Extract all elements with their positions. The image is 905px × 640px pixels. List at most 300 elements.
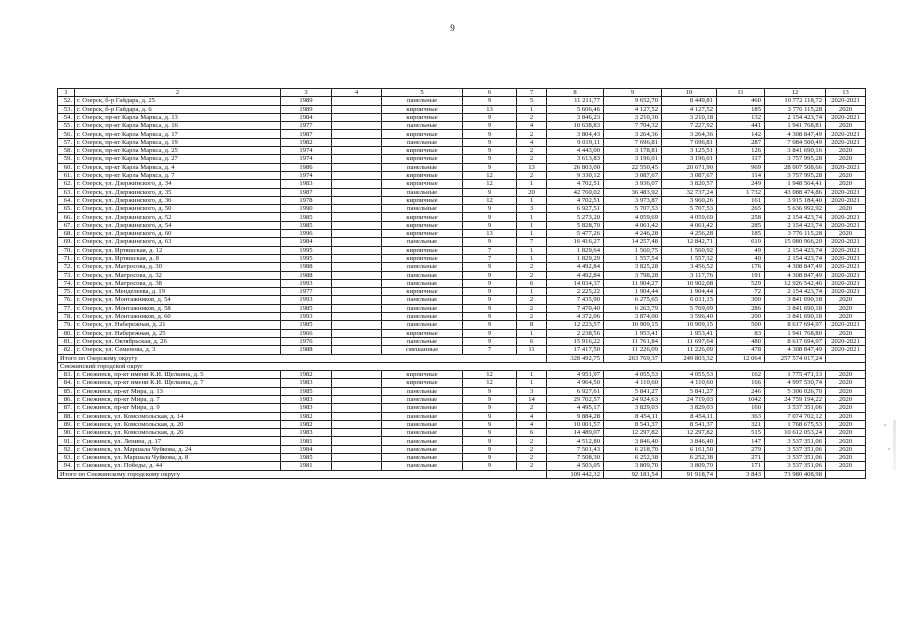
cell-col-4 — [332, 180, 382, 188]
cell-row-number: 1 — [58, 89, 75, 97]
cell-year-built: 1976 — [281, 337, 332, 345]
cell-residents: 162 — [717, 371, 765, 379]
cell-residents: 200 — [717, 313, 765, 321]
cell-cost: 8 617 694,97 — [765, 337, 826, 345]
cell-year-built: 1983 — [281, 404, 332, 412]
cell-living-area: 3 809,70 — [604, 462, 662, 470]
total-value: 73 980 408,98 — [765, 470, 826, 478]
cell-living-area: 3 846,40 — [604, 437, 662, 445]
table-row — [58, 379, 866, 387]
cell-total-area: 4 492,84 — [547, 271, 604, 279]
table-row — [58, 462, 866, 470]
cell-cost: 7 084 500,49 — [765, 138, 826, 146]
cell-cost: 1 941 768,80 — [765, 329, 826, 337]
cell-living-area: 3 264,36 — [604, 130, 662, 138]
cell-row-number: 71. — [58, 254, 75, 262]
cell-living-area: 6 275,65 — [604, 296, 662, 304]
cell-total-area: 8 — [547, 89, 604, 97]
cell-year-built: 1983 — [281, 429, 332, 437]
table-row — [58, 97, 866, 105]
cell-wall-material: кирпичные — [382, 230, 463, 238]
cell-living-area: 6 252,38 — [604, 454, 662, 462]
cell-entrances: 5 — [517, 97, 547, 105]
cell-row-number: 52. — [58, 97, 75, 105]
total-value: 12 064 — [717, 354, 765, 362]
cell-cost: 3 841 690,16 — [765, 147, 826, 155]
cell-residents: 160 — [717, 404, 765, 412]
cell-residents: 321 — [717, 420, 765, 428]
cell-floors: 9 — [463, 445, 517, 453]
cell-residents: 478 — [717, 346, 765, 354]
table-row — [58, 371, 866, 379]
scan-dot — [884, 424, 886, 426]
cell-residents: 279 — [717, 445, 765, 453]
cell-col-4 — [332, 429, 382, 437]
cell-row-number: 93. — [58, 454, 75, 462]
cell-cost: 3 915 184,40 — [765, 196, 826, 204]
cell-period: 2020 — [826, 445, 866, 453]
table-row — [58, 147, 866, 155]
cell-residential-area: 3 846,40 — [662, 437, 717, 445]
cell-year-built: 1984 — [281, 445, 332, 453]
cell-entrances: 1 — [517, 180, 547, 188]
cell-residents: 300 — [717, 296, 765, 304]
cell-living-area: 7 696,81 — [604, 138, 662, 146]
cell-residential-area: 7 696,81 — [662, 138, 717, 146]
cell-address: г. Снежинск, ул. Победы, д. 44 — [75, 462, 281, 470]
cell-period: 2020 — [826, 205, 866, 213]
cell-floors: 9 — [463, 271, 517, 279]
cell-col-4 — [332, 313, 382, 321]
cell-residential-area: 1 557,32 — [662, 254, 717, 262]
cell-living-area: 10 909,15 — [604, 321, 662, 329]
cell-period: 2020 — [826, 387, 866, 395]
cell-floors: 9 — [463, 412, 517, 420]
cell-entrances: 2 — [517, 130, 547, 138]
cell-year-built: 1982 — [281, 420, 332, 428]
cell-floors: 9 — [463, 337, 517, 345]
cell-living-area: 1 904,44 — [604, 288, 662, 296]
cell-entrances: 7 — [517, 89, 547, 97]
cell-total-area: 3 613,83 — [547, 155, 604, 163]
table-row — [58, 105, 866, 113]
cell-cost: 15 080 966,20 — [765, 238, 826, 246]
cell-period: 2020-2021 — [826, 263, 866, 271]
cell-col-4 — [332, 122, 382, 130]
cell-cost: 3 537 351,06 — [765, 404, 826, 412]
cell-period: 2020-2021 — [826, 288, 866, 296]
table-row — [58, 412, 866, 420]
cell-address: г. Снежинск, пр-кт Мира, д. 9 — [75, 404, 281, 412]
cell-residents: 126 — [717, 147, 765, 155]
cell-entrances: 7 — [517, 238, 547, 246]
cell-floors: 9 — [463, 213, 517, 221]
cell-col-4 — [332, 105, 382, 113]
cell-row-number: 84. — [58, 379, 75, 387]
cell-address: г. Озерск, пр-кт Карла Маркса, д. 19 — [75, 138, 281, 146]
cell-residents: 185 — [717, 105, 765, 113]
cell-floors: 9 — [463, 138, 517, 146]
cell-row-number: 56. — [58, 130, 75, 138]
table-row — [58, 180, 866, 188]
cell-year-built: 1995 — [281, 254, 332, 262]
cell-living-area: 1 953,41 — [604, 329, 662, 337]
cell-row-number: 92. — [58, 445, 75, 453]
cell-address: г. Озерск, ул. Дзержинского, д. 35 — [75, 188, 281, 196]
cell-entrances: 1 — [517, 288, 547, 296]
cell-wall-material: кирпичные — [382, 113, 463, 121]
cell-period: 2020-2021 — [826, 321, 866, 329]
total-empty — [826, 354, 866, 362]
cell-entrances: 2 — [517, 454, 547, 462]
cell-year-built: 1989 — [281, 105, 332, 113]
cell-residential-area: 20 671,90 — [662, 163, 717, 171]
cell-total-area: 12 223,57 — [547, 321, 604, 329]
cell-living-area: 6 263,79 — [604, 304, 662, 312]
cell-row-number: 85. — [58, 387, 75, 395]
cell-period: 2020-2021 — [826, 279, 866, 287]
table-row — [58, 238, 866, 246]
cell-residential-area: 10 902,08 — [662, 279, 717, 287]
cell-floors: 13 — [463, 230, 517, 238]
cell-total-area: 4 443,00 — [547, 147, 604, 155]
table-row — [58, 346, 866, 354]
cell-address: г. Озерск, пр-кт Карла Маркса, д. 16 — [75, 122, 281, 130]
cell-total-area: 9 884,28 — [547, 412, 604, 420]
cell-col-4 — [332, 230, 382, 238]
cell-cost: 3 841 690,18 — [765, 313, 826, 321]
cell-row-number: 63. — [58, 188, 75, 196]
cell-row-number: 65. — [58, 205, 75, 213]
cell-col-4 — [332, 395, 382, 403]
page-number: 9 — [450, 23, 455, 33]
cell-row-number: 90. — [58, 429, 75, 437]
cell-row-number: 66. — [58, 213, 75, 221]
table-row — [58, 304, 866, 312]
cell-col-4 — [332, 445, 382, 453]
cell-cost: 4 997 530,74 — [765, 379, 826, 387]
cell-row-number: 80. — [58, 329, 75, 337]
cell-col-4: 4 — [332, 89, 382, 97]
cell-row-number: 87. — [58, 404, 75, 412]
cell-entrances: 2 — [517, 462, 547, 470]
cell-floors: 9 — [463, 97, 517, 105]
scan-dot — [888, 448, 890, 450]
cell-year-built: 1988 — [281, 271, 332, 279]
cell-row-number: 69. — [58, 238, 75, 246]
cell-col-4 — [332, 97, 382, 105]
cell-col-4 — [332, 346, 382, 354]
cell-col-4 — [332, 387, 382, 395]
table-row — [58, 271, 866, 279]
cell-residential-area: 32 737,24 — [662, 188, 717, 196]
cell-entrances: 6 — [517, 279, 547, 287]
cell-residential-area: 4 127,52 — [662, 105, 717, 113]
cell-floors: 9 — [463, 205, 517, 213]
cell-residential-area: 8 454,11 — [662, 412, 717, 420]
cell-year-built: 1985 — [281, 387, 332, 395]
cell-col-4 — [332, 147, 382, 155]
cell-period: 2020 — [826, 296, 866, 304]
cell-cost: 24 759 194,22 — [765, 395, 826, 403]
cell-cost: 4 308 847,49 — [765, 346, 826, 354]
cell-entrances: 2 — [517, 155, 547, 163]
cell-total-area: 7 508,30 — [547, 454, 604, 462]
cell-address: г. Озерск, ул. Монтажников, д. 58 — [75, 304, 281, 312]
cell-row-number: 89. — [58, 420, 75, 428]
cell-col-4 — [332, 379, 382, 387]
cell-year-built: 1993 — [281, 296, 332, 304]
cell-total-area: 3 846,23 — [547, 113, 604, 121]
cell-col-4 — [332, 213, 382, 221]
cell-living-area: 4 110,60 — [604, 379, 662, 387]
cell-row-number: 68. — [58, 230, 75, 238]
cell-living-area: 12 297,82 — [604, 429, 662, 437]
cell-living-area: 9 652,70 — [604, 97, 662, 105]
cell-residential-area: 11 697,64 — [662, 337, 717, 345]
cell-wall-material: панельные — [382, 122, 463, 130]
cell-address: г. Снежинск, пр-кт имени К.И. Щелкина, д. 7 — [75, 379, 281, 387]
cell-address: 2 — [75, 89, 281, 97]
cell-residential-area: 3 125,51 — [662, 147, 717, 155]
cell-wall-material: кирпичные — [382, 180, 463, 188]
cell-row-number: 86. — [58, 395, 75, 403]
cell-total-area: 4 702,51 — [547, 180, 604, 188]
cell-col-4 — [332, 205, 382, 213]
cell-year-built: 1977 — [281, 122, 332, 130]
cell-row-number: 79. — [58, 321, 75, 329]
cell-period: 2020-2021 — [826, 254, 866, 262]
cell-wall-material: панельные — [382, 420, 463, 428]
cell-period: 2020-2021 — [826, 138, 866, 146]
cell-residents: 176 — [717, 263, 765, 271]
cell-residential-area: 3 456,52 — [662, 263, 717, 271]
cell-year-built: 1974 — [281, 171, 332, 179]
table-row — [58, 155, 866, 163]
cell-col-4 — [332, 113, 382, 121]
cell-year-built: 1977 — [281, 288, 332, 296]
cell-residents: 185 — [717, 230, 765, 238]
cell-residents: 161 — [717, 196, 765, 204]
cell-row-number: 75. — [58, 288, 75, 296]
cell-floors: 9 — [463, 263, 517, 271]
cell-col-4 — [332, 437, 382, 445]
cell-residential-area: 3 809,70 — [662, 462, 717, 470]
table-row — [58, 122, 866, 130]
cell-total-area: 5 273,20 — [547, 213, 604, 221]
cell-residential-area: 3 596,40 — [662, 313, 717, 321]
cell-residents: 40 — [717, 254, 765, 262]
cell-residents: 117 — [717, 155, 765, 163]
cell-wall-material: панельные — [382, 462, 463, 470]
cell-floors: 9 — [463, 313, 517, 321]
cell-period: 2020 — [826, 171, 866, 179]
cell-address: г. Снежинск, пр-кт Мира, д. 7 — [75, 395, 281, 403]
cell-living-area: 6 218,70 — [604, 445, 662, 453]
cell-entrances: 2 — [517, 445, 547, 453]
cell-wall-material: панельные — [382, 445, 463, 453]
cell-address: г. Озерск, б-р Гайдара, д. 6 — [75, 105, 281, 113]
cell-floors: 9 — [463, 163, 517, 171]
total-empty — [826, 470, 866, 478]
cell-entrances: 2 — [517, 437, 547, 445]
cell-wall-material: кирпичные — [382, 288, 463, 296]
cell-cost: 2 154 423,74 — [765, 288, 826, 296]
cell-floors: 12 — [463, 180, 517, 188]
cell-floors: 9 — [463, 130, 517, 138]
cell-living-area: 24 924,63 — [604, 395, 662, 403]
cell-year-built: 1988 — [281, 346, 332, 354]
cell-living-area: 7 704,32 — [604, 122, 662, 130]
table-row — [58, 230, 866, 238]
cell-cost: 8 617 694,97 — [765, 321, 826, 329]
cell-residential-area: 24 719,03 — [662, 395, 717, 403]
cell-entrances: 6 — [517, 429, 547, 437]
cell-living-area: 3 936,07 — [604, 180, 662, 188]
cell-entrances: 6 — [517, 337, 547, 345]
cell-residential-area: 8 449,81 — [662, 97, 717, 105]
cell-year-built: 1983 — [281, 180, 332, 188]
cell-living-area: 3 829,03 — [604, 404, 662, 412]
cell-total-area: 17 417,50 — [547, 346, 604, 354]
cell-total-area: 7 435,90 — [547, 296, 604, 304]
cell-cost: 28 007 508,66 — [765, 163, 826, 171]
cell-period: 2020 — [826, 420, 866, 428]
cell-total-area: 6 927,61 — [547, 387, 604, 395]
cell-total-area: 9 019,11 — [547, 138, 604, 146]
total-label: Итого по Снежинскому городскому округу — [58, 470, 547, 478]
cell-floors: 9 — [463, 395, 517, 403]
cell-residential-area: 4 059,69 — [662, 213, 717, 221]
cell-living-area: 11 761,84 — [604, 337, 662, 345]
total-value: 92 181,54 — [604, 470, 662, 478]
cell-address: г. Озерск, ул. Дзержинского, д. 54 — [75, 221, 281, 229]
cell-col-4 — [332, 271, 382, 279]
cell-address: г. Озерск, ул. Монтажников, д. 54 — [75, 296, 281, 304]
cell-address: г. Снежинск, пр-кт имени К.И. Щелкина, д. 5 — [75, 371, 281, 379]
cell-wall-material: кирпичные — [382, 221, 463, 229]
cell-residents: 441 — [717, 122, 765, 130]
cell-wall-material: кирпичные — [382, 254, 463, 262]
cell-row-number: 55. — [58, 122, 75, 130]
cell-col-4 — [332, 337, 382, 345]
column-number-header — [58, 89, 866, 97]
cell-residents: 49 — [717, 246, 765, 254]
cell-total-area: 1 829,64 — [547, 246, 604, 254]
cell-period: 2020 — [826, 313, 866, 321]
cell-living-area: 3 973,87 — [604, 196, 662, 204]
cell-residents: 285 — [717, 221, 765, 229]
section-heading-row — [58, 362, 866, 370]
cell-residents: 11 — [717, 89, 765, 97]
cell-period: 2020-2021 — [826, 221, 866, 229]
cell-address: г. Озерск, ул. Монтажников, д. 60 — [75, 313, 281, 321]
cell-wall-material: панельные — [382, 304, 463, 312]
cell-total-area: 5 828,70 — [547, 221, 604, 229]
cell-residential-area: 6 252,38 — [662, 454, 717, 462]
cell-year-built: 1988 — [281, 263, 332, 271]
cell-residents: 287 — [717, 138, 765, 146]
cell-entrances: 3 — [517, 387, 547, 395]
table-row — [58, 138, 866, 146]
cell-address: г. Снежинск, ул. Маршала Чуйкова, д. 24 — [75, 445, 281, 453]
cell-living-area: 8 541,37 — [604, 420, 662, 428]
cell-total-area: 15 916,22 — [547, 337, 604, 345]
cell-entrances: 14 — [517, 395, 547, 403]
cell-floors: 9 — [463, 387, 517, 395]
cell-total-area: 1 829,29 — [547, 254, 604, 262]
cell-row-number: 57. — [58, 138, 75, 146]
cell-address: г. Озерск, ул. Иртяшская, д. 8 — [75, 254, 281, 262]
cell-residents: 142 — [717, 130, 765, 138]
cell-living-area: 1 557,54 — [604, 254, 662, 262]
cell-residential-area: 3 196,01 — [662, 155, 717, 163]
cell-row-number: 74. — [58, 279, 75, 287]
cell-row-number: 61. — [58, 171, 75, 179]
scan-edge-mark — [893, 420, 896, 470]
cell-total-area: 42 760,02 — [547, 188, 604, 196]
cell-cost: 4 308 847,49 — [765, 271, 826, 279]
cell-col-4 — [332, 130, 382, 138]
cell-wall-material: панельные — [382, 337, 463, 345]
cell-wall-material: панельные — [382, 437, 463, 445]
cell-residents: 969 — [717, 163, 765, 171]
cell-residents: 171 — [717, 462, 765, 470]
cell-wall-material: кирпичные — [382, 371, 463, 379]
cell-entrances: 1 — [517, 246, 547, 254]
cell-residential-area: 12 842,71 — [662, 238, 717, 246]
cell-floors: 9 — [463, 113, 517, 121]
cell-wall-material: панельные — [382, 296, 463, 304]
cell-wall-material: кирпичные — [382, 329, 463, 337]
cell-year-built: 1986 — [281, 163, 332, 171]
cell-year-built: 1993 — [281, 279, 332, 287]
total-value: 263 769,37 — [604, 354, 662, 362]
cell-cost: 3 757 995,28 — [765, 171, 826, 179]
cell-residential-area: 7 227,92 — [662, 122, 717, 130]
cell-period: 2020 — [826, 155, 866, 163]
cell-residents: 271 — [717, 454, 765, 462]
cell-col-4 — [332, 155, 382, 163]
cell-year-built: 1985 — [281, 304, 332, 312]
cell-col-4 — [332, 296, 382, 304]
cell-cost: 3 537 351,06 — [765, 454, 826, 462]
cell-address: г. Озерск, пр-кт Карла Маркса, д. 25 — [75, 147, 281, 155]
cell-period: 2020 — [826, 437, 866, 445]
total-label: Итого по Озерскому округу — [58, 354, 547, 362]
table-row — [58, 246, 866, 254]
cell-total-area: 5 477,26 — [547, 230, 604, 238]
cell-floors: 6 — [463, 89, 517, 97]
cell-floors: 7 — [463, 254, 517, 262]
cell-floors: 9 — [463, 429, 517, 437]
cell-period: 2020-2021 — [826, 271, 866, 279]
cell-col-4 — [332, 163, 382, 171]
cell-living-area: 1 560,75 — [604, 246, 662, 254]
cell-address: г. Озерск, ул. Дзержинского, д. 34 — [75, 180, 281, 188]
cell-total-area: 2 238,56 — [547, 329, 604, 337]
cell-residents: 363 — [717, 412, 765, 420]
cell-row-number: 82. — [58, 346, 75, 354]
cell-entrances: 4 — [517, 412, 547, 420]
cell-wall-material: панельные — [382, 454, 463, 462]
cell-residential-area: 1 953,41 — [662, 329, 717, 337]
cell-floors: 9 — [463, 404, 517, 412]
cell-col-4 — [332, 412, 382, 420]
cell-wall-material: панельные — [382, 238, 463, 246]
cell-address: г. Озерск, пр-кт Карла Маркса, д. 17 — [75, 130, 281, 138]
cell-residents: 265 — [717, 205, 765, 213]
